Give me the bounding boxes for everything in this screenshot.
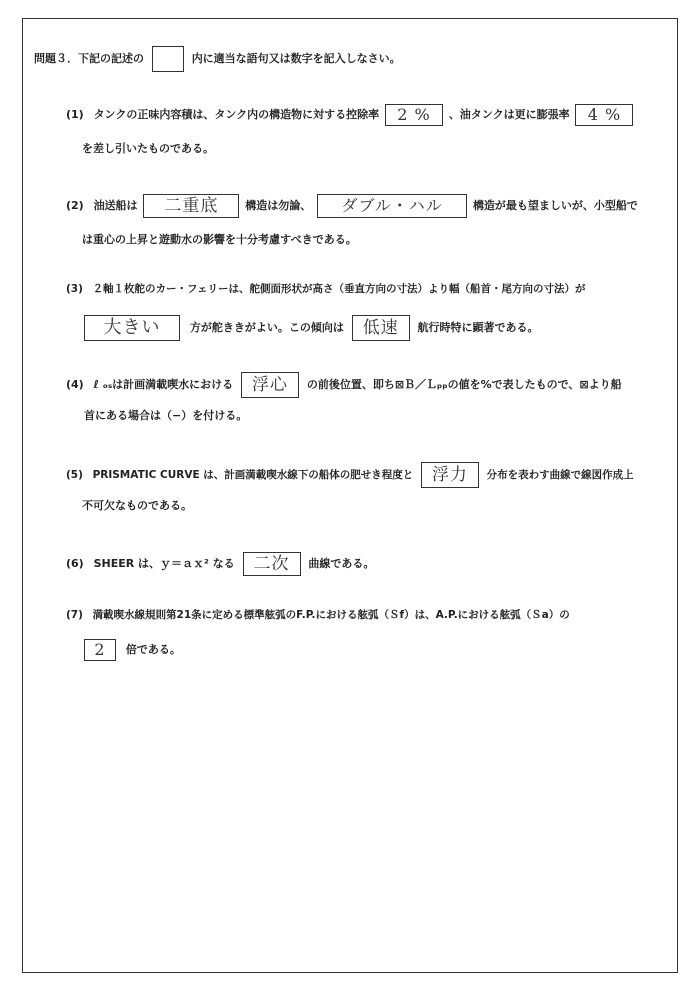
q5-answer-box-a (421, 462, 479, 488)
q4-line-2: 首にある場合は（−）を付ける。 (84, 409, 248, 422)
handwritten-answer: ダブル・ハル (341, 196, 443, 215)
handwritten-answer: 二次 (253, 554, 290, 574)
q4-line-1: (4) ℓ ₒₛは計画満載喫水における 浮心 の前後位置、即ち⊠Ｂ／Ｌₚₚの値を%で表したもので、⊠より船 (66, 372, 622, 398)
q3-line-2: 大きい 方が舵ききがよい。この傾向は 低速 航行時特に顕著である。 (84, 315, 539, 341)
handwritten-answer: 二重底 (164, 196, 219, 216)
q2-answer-box-a (143, 194, 239, 218)
q1-answer-box-b (575, 104, 633, 126)
q7-line-1: (7) 満載喫水線規則第21条に定める標準舷弧のF.P.における舷弧（Ｓf）は、A.P.における舷弧（Ｓa）の (66, 609, 570, 621)
q3-answer-box-a (84, 315, 180, 341)
handwritten-answer: 低速 (362, 318, 399, 338)
handwritten-answer: 2 % (397, 105, 431, 124)
q4-answer-box-a (241, 372, 299, 398)
q3-line-1: (3) ２軸１枚舵のカー・フェリーは、舵側面形状が高さ（垂直方向の寸法）より幅（船首・尾方向の寸法）が (66, 283, 586, 295)
q2-line-2: は重心の上昇と遊動水の影響を十分考慮すべきである。 (82, 233, 357, 246)
q5-line-2: 不可欠なものである。 (82, 499, 192, 512)
q1-line-1: (1) タンクの正味内容積は、タンク内の構造物に対する控除率 2 % 、油タンクは更に膨張率 4 % (66, 104, 633, 126)
q2-answer-box-b (317, 194, 467, 218)
q7-line-2: 2 倍である。 (84, 639, 181, 661)
question-header: 問題３．下記の記述の 内に適当な語句又は数字を記入しなさい。 (34, 46, 401, 72)
q1-line-2: を差し引いたものである。 (82, 142, 214, 155)
q7-answer-box-a (84, 639, 116, 661)
answer-sheet (22, 18, 678, 973)
q2-line-1: (2) 油送船は 二重底 構造は勿論、 ダブル・ハル 構造が最も望ましいが、小型船で (66, 196, 638, 216)
q6-answer-box-a (243, 552, 301, 576)
handwritten-answer: 浮力 (431, 465, 468, 485)
q6-line-1: (6) SHEER は、ｙ＝ａｘ² なる 二次 曲線である。 (66, 554, 375, 574)
sample-blank-box (152, 46, 184, 72)
handwritten-answer: 4 % (587, 105, 622, 124)
handwritten-answer: 大きい (103, 317, 161, 338)
q3-answer-box-b (352, 315, 410, 341)
q5-line-1: (5) PRISMATIC CURVE は、計画満載喫水線下の船体の肥せき程度と 浮力 分布を表わす曲線で線図作成上 (66, 462, 634, 488)
handwritten-answer: 2 (94, 640, 106, 659)
q1-answer-box-a (385, 104, 443, 126)
handwritten-answer: 浮心 (251, 375, 288, 395)
